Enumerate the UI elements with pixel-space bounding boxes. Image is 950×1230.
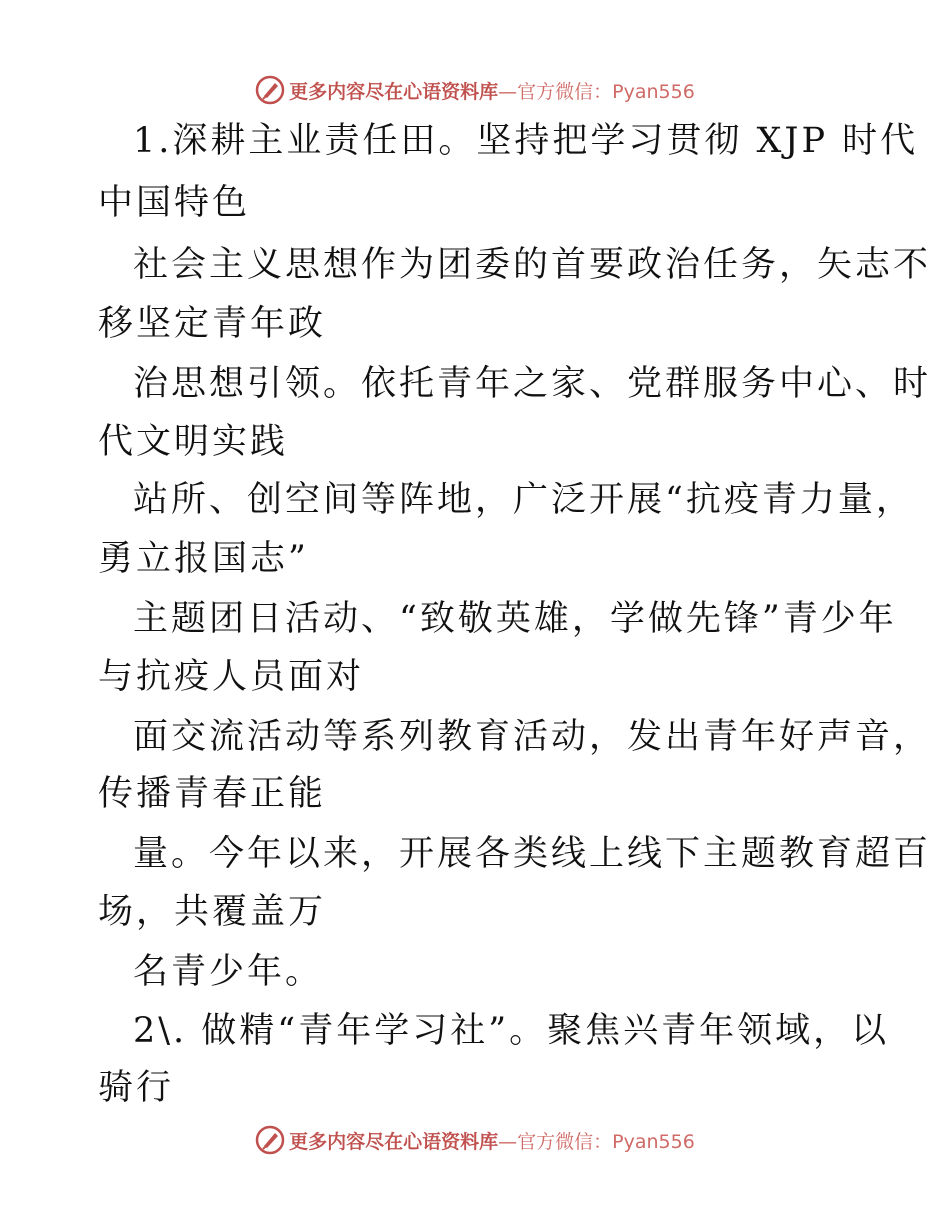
text-line: 名青少年。 bbox=[133, 952, 324, 992]
text-line: 传播青春正能 bbox=[98, 774, 327, 814]
text-line: 勇立报国志” bbox=[98, 539, 309, 579]
text-line: 站所、创空间等阵地，广泛开展“抗疫青力量， bbox=[133, 480, 914, 520]
quill-pen-logo-icon bbox=[255, 75, 285, 105]
footer-banner-dash: — bbox=[498, 1130, 518, 1153]
text-line: 代文明实践 bbox=[98, 422, 289, 462]
header-banner bbox=[0, 70, 950, 110]
text-line: 社会主义思想作为团委的首要政治任务，矢志不 bbox=[133, 245, 932, 285]
text-line: 主题团日活动、“致敬英雄，学做先锋”青少年 bbox=[133, 599, 897, 639]
quill-pen-logo-icon bbox=[255, 1125, 285, 1155]
text-line: 2\. 做精“青年学习社”。聚焦兴青年领域，以 bbox=[133, 1011, 890, 1051]
footer-banner-text bbox=[289, 1127, 695, 1154]
text-line: 治思想引领。依托青年之家、党群服务中心、时 bbox=[133, 364, 932, 404]
text-line: 1.深耕主业责任田。坚持把学习贯彻 XJP 时代 bbox=[133, 121, 919, 161]
text-line: 场，共覆盖万 bbox=[98, 892, 327, 932]
text-line: 与抗疫人员面对 bbox=[98, 657, 365, 697]
header-banner-text bbox=[289, 77, 695, 104]
footer-banner-wechat: 官方微信：Pyan556 bbox=[517, 1130, 695, 1153]
text-line: 量。今年以来，开展各类线上线下主题教育超百 bbox=[133, 834, 932, 874]
header-banner-main: 更多内容尽在心语资料库 bbox=[289, 80, 499, 103]
footer-banner bbox=[0, 1120, 950, 1160]
text-line: 骑行 bbox=[98, 1068, 175, 1108]
header-banner-wechat: 官方微信：Pyan556 bbox=[517, 80, 695, 103]
text-line: 面交流活动等系列教育活动，发出青年好声音， bbox=[133, 717, 932, 757]
footer-banner-main: 更多内容尽在心语资料库 bbox=[289, 1130, 499, 1153]
text-line: 移坚定青年政 bbox=[98, 304, 327, 344]
header-banner-dash: — bbox=[498, 80, 518, 103]
text-line: 中国特色 bbox=[98, 183, 251, 223]
